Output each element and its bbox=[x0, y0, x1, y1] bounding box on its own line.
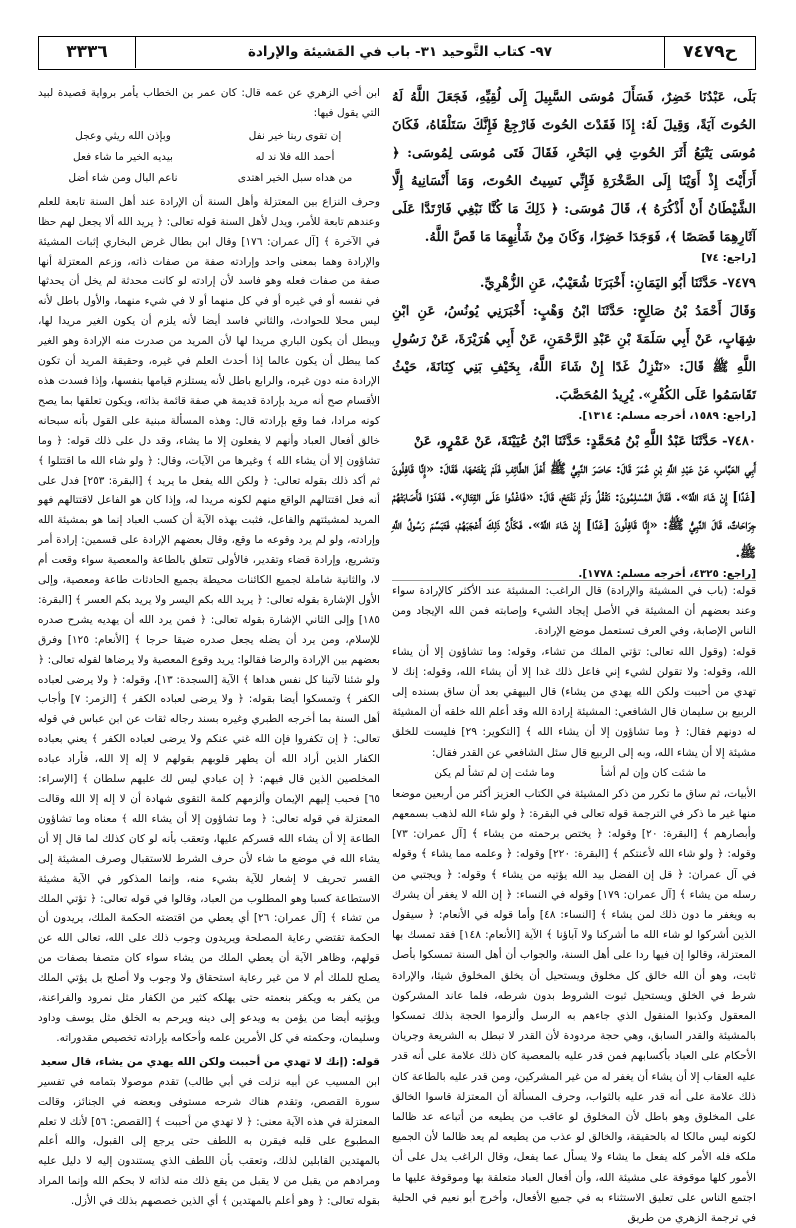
poem-verse: وما شئت إن لم تشأ لم يكن bbox=[434, 766, 555, 779]
poem bbox=[44, 126, 374, 189]
hadith-reference: [راجع: ١٥٨٩، أخرجه مسلم: ١٣١٤]. bbox=[578, 410, 756, 422]
right-column bbox=[392, 84, 757, 1225]
poem-verse: ناعم البال ومن شاء أضل bbox=[68, 171, 178, 184]
commentary-lead: قوله: (إنك لا تهدي من أحببت ولكن الله يهدي من يشاء، قال سعيد bbox=[40, 1055, 380, 1068]
poem-verse: بيديه الخير ما شاء فعل bbox=[72, 150, 174, 163]
hadith-heading: ٧٤٨٠- حَدَّثَنَا عَبْدُ اللَّهِ بْنُ مُحَمَّدٍ: حَدَّثَنَا ابْنُ عُيَيْنَةَ، عَنْ عَمْرٍو، عَنْ bbox=[413, 434, 756, 449]
poem-verse: إن تقوى ربنا خير نفل bbox=[248, 129, 342, 142]
commentary-paragraph: ابن المسيب عن أبيه نزلت في أبي طالب) تقدم موصولا بتمامه في تفسير سورة القصص، وتقدم هناك شرحه مستوفى وبعضه في الجنائز، وقالت المعتزلة في هذه الآية معنى: ﴿ لا تهدي من أحببت ﴾ [القصص: ٥٦] لأنك لا تعلم المطبوع على قلبه فيقرن به اللطف حتى يرجع إلى القبول، والله أعلم بالمهتدين القابلين لذلك، وتعقب بأن اللطف الذي يستندون إليه لا دليل عليه ومرادهم من يقبل من لا يقبل من يقع ذلك منه لذاته لا بحكم الله وإنما المراد بقوله تعالى: ﴿ وهو أعلم بالمهتدين ﴾ أي الذين خصصهم بذلك في الأزل. bbox=[38, 1075, 380, 1208]
left-column bbox=[38, 84, 381, 1208]
commentary-paragraph: ابن أخي الزهري عن عمه قال: كان عمر بن الخطاب يأمر برواية قصيدة لبيد التي يقول فيها: bbox=[38, 87, 380, 119]
commentary-paragraph: قوله: (باب في المشيئة والإرادة) قال الراغب: المشيئة عند الأكثر كالإرادة سواء وعند بعضهم أن المشيئة في الأصل إيجاد الشيء وإصابته فمن الله الإيجاد ومن الناس الإصابة، وفي العرف تستعمل موضع الإرادة. bbox=[392, 584, 756, 638]
hadith-text: بَلَى، عَبْدُنَا خَضِرٌ، فَسَأَلَ مُوسَى السَّبِيلَ إِلَى لُقِيِّهِ، فَجَعَلَ اللَّهُ لَهُ الحُوتَ آيَةً، وَقِيلَ لَهُ: إِذَا فَقَدْتَ الحُوتَ فَارْجِعْ فَإِنَّكَ سَتَلْقَاهُ، فَكَانَ مُوسَى يَتْبَعُ أَثَرَ الحُوتِ فِي البَحْرِ، فَقَالَ فَتَى مُوسَى لِمُوسَى: ﴿ أَرَأَيْتَ إِذْ أَوَيْنَا إِلَى الصَّخْرَةِ فَإِنِّي نَسِيتُ الحُوتَ، وَمَا أَنْسَانِيهُ إِلَّا الشَّيْطَانُ أَنْ أَذْكُرَهُ ﴾، قَالَ مُوسَى: ﴿ ذَلِكَ مَا كُنَّا نَبْغِي فَارْتَدَّا عَلَى آثَارِهِمَا قَصَصًا ﴾، فَوَجَدَا خَضِرًا، وَكَانَ مِنْ شَأْنِهِمَا مَا قَصَّ اللَّهُ. bbox=[392, 90, 756, 245]
page-number: ٣٣٣٦ bbox=[39, 37, 136, 68]
hadith-reference: [راجع: ٤٣٢٥، أخرجه مسلم: ١٧٧٨]. bbox=[578, 568, 756, 580]
poem-verse: أحمد الله فلا ند له bbox=[255, 150, 335, 163]
poem-verse: ما شئت كان وإن لم أشأ bbox=[600, 766, 707, 779]
hadith-range: ح٧٤٧٩ bbox=[664, 37, 755, 68]
commentary-paragraph: قوله: (وقول الله تعالى: تؤتي الملك من تشاء، وقوله: وما تشاؤون إلا أن يشاء الله، وقوله: ولا تقولن لشيء إني فاعل ذلك غدا إلا أن يشاء الله، وقوله: إنك لا تهدي من أحببت ولكن الله يهدي من يشاء) قال البيهقي بعد أن ساق بسنده إلى الربيع بن سليمان قال الشافعي: المشيئة إرادة الله وقد أعلم الله خلقه أن المشيئة له دونهم فقال: ﴿ وما تشاؤون إلا أن يشاء الله ﴾ [التكوير: ٢٩] فليست للخلق مشيئة إلا أن يشاء الله، وبه إلى الربيع قال سئل الشافعي عن القدر فقال: bbox=[392, 644, 757, 759]
poem-verse: من هداه سبل الخير اهتدى bbox=[237, 171, 353, 184]
page-header bbox=[38, 36, 756, 70]
hadith-reference: [راجع: ٧٤] bbox=[701, 252, 756, 264]
page bbox=[38, 36, 757, 1225]
commentary-paragraph: وحرف النزاع بين المعتزلة وأهل السنة أن الإرادة عند أهل السنة تابعة للعلم وعندهم تابعة للأمر، ويدل لأهل السنة قوله تعالى: ﴿ يريد الله ألا يجعل لهم حظا في الآخرة ﴾ [آل عمران: ١٧٦] وقال ابن بطال غرض البخاري إثبات المشيئة والإرادة وهما بمعنى واحد وإرادته صفة من صفات ذاته، وزعم المعتزلة أنها صفة من صفات فعله وهو فاسد لأن إرادته لو كانت محدثة لم يخل أن يحدثها في نفسه أو في غيره أو في كل منهما أو لا في شيء منهما، والأول باطل لأنه ليس محلا للحوادث، والثاني فاسد أيضا لأنه يلزم أن يكون الغير مريدا لها، ويبطل أن يكون الباري مريدا لها لأن المريد من صدرت منه الإرادة وهو الغير كما يبطل أن يكون عالما إذا أحدث العلم في غيره، وحقيقة المريد أن تكون الإرادة منه دون غيره، والرابع باطل لأنه يستلزم قيامها بنفسها، وإذا فسدت هذه الأقسام صح أنه مريد بإرادة قديمة هي صفة قائمة بذاته، ويكون تعلقها بما يصح كونه مرادا، فما وقع بإرادته قال: وهذه المسألة مبنية على القول بأنه سبحانه خالق أفعال العباد وأنهم لا يفعلون إلا ما يشاء، وقد دل على ذلك قوله: ﴿ وما تشاؤون إلا أن يشاء الله ﴾ وغيرها من الآيات، وقال: ﴿ ولو شاء الله ما اقتتلوا ﴾ ثم أكد ذلك بقوله تعالى: ﴿ ولكن الله يفعل ما يريد ﴾ [البقرة: ٢٥٣] فدل على أنه فعل اقتتالهم الواقع منهم لكونه مريدا له، وإذا كان هو الفاعل لاقتتالهم فهو المريد لمشيئتهم والفاعل، فثبت بهذه الآية أن كسب العباد إنما هو بمشيئة الله وإرادته، ولو لم يرد وقوعه ما وقع، وقال بعضهم الإرادة على قسمين: إرادة أمر وتشريع، وإرادة قضاء وتقدير، فالأولى تتعلق بالطاعة والمعصية سواء وقعت أم لا، والثانية شاملة لجميع الكائنات محيطة بجميع الحادثات طاعة ومعصية، وإلى الأول الإشارة بقوله تعالى: ﴿ يريد الله بكم اليسر ولا يريد بكم العسر ﴾ [البقرة: ١٨٥] وإلى الثاني الإشارة بقوله تعالى: ﴿ فمن يرد الله أن يهديه يشرح صدره للإسلام، ومن يرد أن يضله يجعل صدره ضيقا حرجا ﴾ [الأنعام: ١٢٥] وفرق بعضهم بين الإرادة والرضا فقالوا: يريد وقوع المعصية ولا يرضاها لقوله تعالى: ﴿ ولو شئنا لآتينا كل نفس هداها ﴾ الآية [السجدة: ١٣]، وقوله: ﴿ ولا يرضى لعباده الكفر ﴾ وتمسكوا أيضا بقوله: ﴿ ولا يرضى لعباده الكفر ﴾ [الزمر: ٧] وأجاب أهل السنة بما أخرجه الطبري وغيره بسند رجاله ثقات عن ابن عباس في قوله تعالى: ﴿ إن تكفروا فإن الله غني عنكم ولا يرضى لعباده الكفر ﴾ يعني بعباده الكفار الذين أراد الله أن يطهر قلوبهم بقولهم لا إله إلا الله، فأراد عباده المخلصين الذين قال فيهم: ﴿ إن عبادي ليس لك عليهم سلطان ﴾ [الإسراء: ٦٥] فحبب إليهم الإيمان وألزمهم كلمة التقوى شهادة أن لا إله إلا الله وقالت المعتزلة في قوله تعالى: ﴿ وما تشاؤون إلا أن يشاء الله ﴾ معناه وما تشاؤون الطاعة إلا أن يشاء الله قسركم عليها، وتعقب بأنه لو كان كذلك لما قال إلا أن يشاء الله في موضع ما شاء لأن حرف الشرط للاستقبال وصرف المشيئة إلى القسر تحريف لا إشعار للآية بشيء منه، وإنما المذكور في الآية مشيئة الاستطاعة كسبا وهو المطلوب من العباد، وقالوا في قوله تعالى: ﴿ تؤتي الملك من تشاء ﴾ [آل عمران: ٢٦] أي يعطي من اقتضته الحكمة الملك، يريدون أن الحكمة تقتضي رعاية المصلحة ويريدون وجوب ذلك على الله، تعالى الله عن قولهم، وظاهر الآية أن يعطي الملك من يشاء سواء كان متصفا بصفات من يصلح للملك أم لا من غير رعاية استحقاق ولا وجوب ولا أصلح بل يؤتي الملك من يكفر به ويكفر بنعمته حتى يهلكه كثير من الكفار مثل نمرود والفراعنة، ويؤتيه أيضا من يؤمن به ويدعو إلى دينه ويرحم به الخلق مثل يوسف وداود وسليمان، وحكمته في كل الأمرين علمه وأحكامه بإرادته تخصيص مقدوراته. bbox=[38, 195, 381, 1044]
poem-verse: وبإذن الله ريثي وعجل bbox=[75, 129, 171, 142]
hadith-text: أَبِي العَبَّاسِ، عَنْ عَبْدِ اللَّهِ بْنِ عُمَرَ قَالَ: حَاصَرَ النَّبِيُّ ﷺ أَهْلَ الطَّائِفِ فَلَمْ يَفْتَحْهَا، فَقَالَ: «إِنَّا قَافِلُونَ [غَدًا] إِنْ شَاءَ اللَّهُ». فَقَالَ المُسْلِمُونَ: نَقْفُلُ وَلَمْ نَفْتَحْ، قَالَ: «فَاغْدُوا عَلَى القِتَالِ». فَغَدَوْا فَأَصَابَتْهُمْ جِرَاحَاتٌ، قَالَ النَّبِيُّ ﷺ: «إِنَّا قَافِلُونَ [غَدًا] إِنْ شَاءَ اللَّهُ». فَكَأَنَّ ذَلِكَ أَعْجَبَهُمْ، فَتَبَسَّمَ رَسُولُ اللَّهِ ﷺ. bbox=[392, 462, 756, 561]
commentary-paragraph: الأبيات، ثم ساق ما تكرر من ذكر المشيئة في الكتاب العزيز أكثر من أربعين موضعا منها غير ما ذكر في الترجمة قوله تعالى في البقرة: ﴿ ولو شاء الله لذهب بسمعهم وأبصارهم ﴾ [البقرة: ٢٠] وقوله: ﴿ يختص برحمته من يشاء ﴾ [آل عمران: ٧٣] وقوله: ﴿ ولو شاء الله لأعنتكم ﴾ [البقرة: ٢٢٠] وقوله: ﴿ وعلمه مما يشاء ﴾ وقوله في آل عمران: ﴿ قل إن الفضل بيد الله يؤتيه من يشاء ﴾ وقوله: ﴿ ويجتبي من رسله من يشاء ﴾ [آل عمران: ١٧٩] وقوله في النساء: ﴿ إن الله لا يغفر أن يشرك به ويغفر ما دون ذلك لمن يشاء ﴾ [النساء: ٤٨] وأما قوله في الأنعام: ﴿ سيقول الذين أشركوا لو شاء الله ما أشركنا ولا آباؤنا ﴾ الآية [الأنعام: ١٤٨] فقد تمسك بها المعتزلة، وقالوا إن فيها ردا على أهل السنة، والجواب أن أهل السنة تمسكوا بأصل ثابت، وهو أن الله خالق كل مخلوق ويستحيل أن يخلق المخلوق شيئا، والإرادة شرط في الخلق ويستحيل ثبوت الشروط بدون شرطه، فلما عاند المشركون المعقول وكذبوا المنقول الذي جاءهم به الرسل وألزموا الحجة بذلك تمسكوا بالمشيئة والقدر السابق، وهي حجة مردودة لأن القدر لا تبطل به الشريعة وجريان الأحكام على العباد بأكسابهم فمن قدر عليه بالمعصية كان ذلك علامة على أنه قدر عليه العقاب إلا أن يشاء أن يغفر له من غير المشركين، ومن قدر عليه بالطاعة كان ذلك علامة على أنه قدر عليه بالثواب، وحرف المسألة أن المعتزلة قاسوا الخالق على المخلوق وهو باطل لأن المخلوق لو عاقب من يطيعه من أتباعه عد ظالما لكونه ليس مالكا له بالحقيقة، والخالق لو عذب من يطيعه لم يعد ظالما لأن الجميع ملكه فله الأمر كله يفعل ما يشاء ولا يسأل عما يفعل، وقال الراغب يدل على أن الأمور كلها موقوفة على مشيئة الله، وأن أفعال العباد متعلقة بها وموقوفة عليها ما اجتمع الناس على تعليق الاستثناء به في جميع الأفعال، وأخرج أبو نعيم في الحلية في ترجمة الزهري من طريق bbox=[392, 786, 757, 1225]
hadith-heading: ٧٤٧٩- حَدَّثَنَا أَبُو اليَمَانِ: أَخْبَرَنَا شُعَيْبٌ، عَنِ الزُّهْرِيِّ. bbox=[479, 276, 756, 291]
hadith-text: وَقَالَ أَحْمَدُ بْنُ صَالِحٍ: حَدَّثَنَا ابْنُ وَهْبٍ: أَخْبَرَنِي يُونُسُ، عَنِ ابْنِ شِهَابٍ، عَنْ أَبِي سَلَمَةَ بْنِ عَبْدِ الرَّحْمَنِ، عَنْ أَبِي هُرَيْرَةَ، عَنْ رَسُولِ اللَّهِ ﷺ قَالَ: «نَنْزِلُ غَدًا إِنْ شَاءَ اللَّهُ، بِخَيْفِ بَنِي كِنَانَةَ، حَيْثُ تَقَاسَمُوا عَلَى الكُفْرِ». يُرِيدُ المُحَصَّبَ. bbox=[392, 304, 756, 403]
poem bbox=[422, 763, 726, 784]
running-title: ٩٧- كتاب التَّوحيد ٣١- باب في المَشيئة والإرادة bbox=[247, 44, 553, 60]
